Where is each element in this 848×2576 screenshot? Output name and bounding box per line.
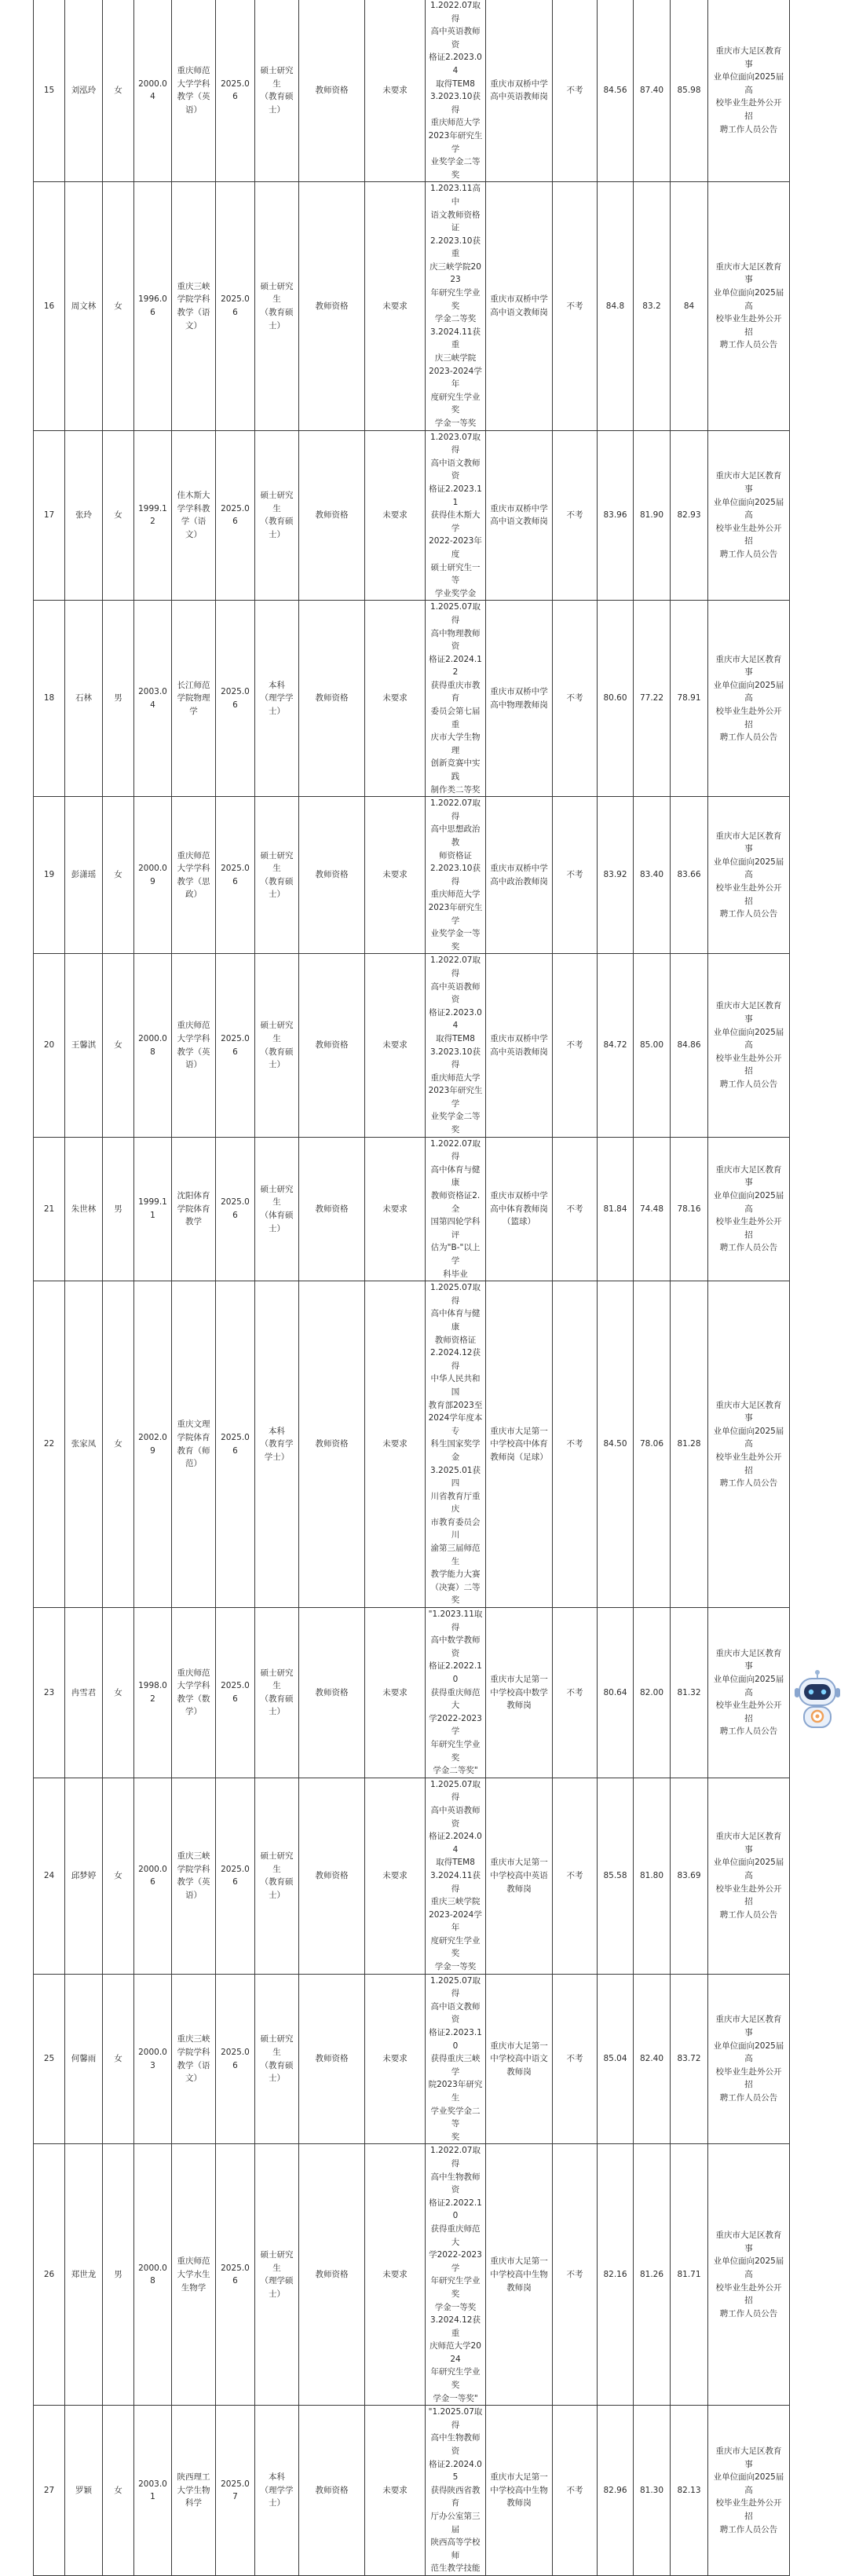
cell-cert: 教师资格: [299, 430, 365, 601]
cell-gender: 女: [103, 1281, 134, 1608]
cell-s3: 85.98: [671, 0, 708, 182]
cell-s3: 84: [671, 182, 708, 430]
cell-other: 未要求: [365, 601, 426, 797]
cell-school: 重庆三峡 学院学科 教学（语 文）: [172, 182, 216, 430]
cell-degree: 本科 （理学学 士）: [255, 2406, 299, 2576]
cell-cert: 教师资格: [299, 2144, 365, 2406]
cell-s1: 80.64: [598, 1608, 634, 1778]
cell-name: 郑世龙: [65, 2144, 103, 2406]
cell-gender: 女: [103, 0, 134, 182]
cell-exam: 不考: [553, 601, 598, 797]
table-row: [34, 1974, 790, 2144]
cell-s1: 85.58: [598, 1778, 634, 1974]
cell-post: 重庆市大足第一 中学校高中数学 教师岗: [486, 1608, 553, 1778]
cell-note: 重庆市大足区教育事 业单位面向2025届高 校毕业生赴外公开招 聘工作人员公告: [708, 2406, 790, 2576]
cell-degree: 硕士研究 生 （教育硕 士）: [255, 0, 299, 182]
cell-other: 未要求: [365, 797, 426, 954]
cell-school: 重庆三峡 学院学科 教学（英 语）: [172, 1778, 216, 1974]
cell-grad: 2025.06: [216, 797, 255, 954]
cell-gender: 男: [103, 601, 134, 797]
table-row: [34, 2144, 790, 2406]
table-row: [34, 1281, 790, 1608]
cell-cert: 教师资格: [299, 1137, 365, 1281]
cell-s2: 81.80: [634, 1778, 671, 1974]
table-row: [34, 1608, 790, 1778]
cell-note: 重庆市大足区教育事 业单位面向2025届高 校毕业生赴外公开招 聘工作人员公告: [708, 430, 790, 601]
cell-degree: 硕士研究 生 （理学硕 士）: [255, 2144, 299, 2406]
cell-cert: 教师资格: [299, 1281, 365, 1608]
table-row: [34, 182, 790, 430]
cell-post: 重庆市大足第一 中学校高中生物 教师岗: [486, 2406, 553, 2576]
cell-birth: 1998.02: [134, 1608, 172, 1778]
cell-exam: 不考: [553, 1137, 598, 1281]
cell-awards: 1.2025.07取得 高中英语教师资 格证2.2024.04 取得TEM8 3.2024.11获得 重庆三峡学院 2023-2024学年 度研究生学业奖 学金一等奖: [426, 1778, 486, 1974]
cell-gender: 男: [103, 1137, 134, 1281]
table-row: [34, 1778, 790, 1974]
cell-no: 19: [34, 797, 65, 954]
cell-exam: 不考: [553, 1608, 598, 1778]
cell-post: 重庆市大足第一 中学校高中体育 教师岗（足球）: [486, 1281, 553, 1608]
cell-other: 未要求: [365, 1778, 426, 1974]
cell-awards: 1.2023.07取得 高中语文教师资 格证2.2023.11 获得佳木斯大学 2022-2023年度 硕士研究生一等 学业奖学金: [426, 430, 486, 601]
cell-cert: 教师资格: [299, 0, 365, 182]
cell-s2: 85.00: [634, 954, 671, 1137]
cell-name: 张玲: [65, 430, 103, 601]
cell-no: 18: [34, 601, 65, 797]
cell-birth: 1996.06: [134, 182, 172, 430]
cell-cert: 教师资格: [299, 1778, 365, 1974]
cell-name: 王馨淇: [65, 954, 103, 1137]
cell-gender: 女: [103, 2406, 134, 2576]
cell-s3: 82.13: [671, 2406, 708, 2576]
cell-s1: 85.04: [598, 1974, 634, 2144]
cell-no: 17: [34, 430, 65, 601]
cell-birth: 1999.12: [134, 430, 172, 601]
cell-s2: 81.90: [634, 430, 671, 601]
cell-school: 重庆师范 大学学科 教学（数 学）: [172, 1608, 216, 1778]
cell-post: 重庆市大足第一 中学校高中生物 教师岗: [486, 2144, 553, 2406]
cell-other: 未要求: [365, 1281, 426, 1608]
cell-school: 沈阳体育 学院体育 教学: [172, 1137, 216, 1281]
cell-post: 重庆市双桥中学 高中政治教师岗: [486, 797, 553, 954]
cell-name: 张家凤: [65, 1281, 103, 1608]
cell-awards: 1.2022.07取得 高中思想政治教 师资格证 2.2023.10获得 重庆师范大学 2023年研究生学 业奖学金一等奖: [426, 797, 486, 954]
cell-s3: 81.71: [671, 2144, 708, 2406]
cell-note: 重庆市大足区教育事 业单位面向2025届高 校毕业生赴外公开招 聘工作人员公告: [708, 0, 790, 182]
cell-birth: 2000.09: [134, 797, 172, 954]
cell-post: 重庆市双桥中学 高中语文教师岗: [486, 430, 553, 601]
cell-degree: 硕士研究 生 （教育硕 士）: [255, 797, 299, 954]
cell-other: 未要求: [365, 1137, 426, 1281]
cell-post: 重庆市双桥中学 高中英语教师岗: [486, 0, 553, 182]
cell-note: 重庆市大足区教育事 业单位面向2025届高 校毕业生赴外公开招 聘工作人员公告: [708, 2144, 790, 2406]
cell-gender: 女: [103, 182, 134, 430]
table-row: [34, 601, 790, 797]
cell-name: 刘泓玲: [65, 0, 103, 182]
cell-gender: 女: [103, 954, 134, 1137]
cell-note: 重庆市大足区教育事 业单位面向2025届高 校毕业生赴外公开招 聘工作人员公告: [708, 1281, 790, 1608]
table-row: [34, 430, 790, 601]
cell-exam: 不考: [553, 0, 598, 182]
cell-other: 未要求: [365, 1974, 426, 2144]
cell-no: 27: [34, 2406, 65, 2576]
cell-gender: 女: [103, 430, 134, 601]
cell-name: 周文林: [65, 182, 103, 430]
cell-s1: 84.8: [598, 182, 634, 430]
cell-name: 冉雪君: [65, 1608, 103, 1778]
cell-gender: 女: [103, 1608, 134, 1778]
cell-grad: 2025.06: [216, 2144, 255, 2406]
cell-gender: 女: [103, 1778, 134, 1974]
cell-no: 20: [34, 954, 65, 1137]
cell-s2: 82.40: [634, 1974, 671, 2144]
cell-birth: 2000.08: [134, 2144, 172, 2406]
cell-other: 未要求: [365, 2144, 426, 2406]
cell-exam: 不考: [553, 430, 598, 601]
cell-awards: 1.2023.11高中 语文教师资格证 2.2023.10获重 庆三峡学院2023 年研究生学业奖 学金二等奖 3.2024.11获重 庆三峡学院 2023-2024学年 度研究生学业奖 学金一等奖: [426, 182, 486, 430]
cell-grad: 2025.06: [216, 1281, 255, 1608]
cell-grad: 2025.06: [216, 1608, 255, 1778]
cell-s3: 81.32: [671, 1608, 708, 1778]
cell-grad: 2025.06: [216, 1778, 255, 1974]
cell-post: 重庆市双桥中学 高中英语教师岗: [486, 954, 553, 1137]
table-row: [34, 2406, 790, 2576]
cell-s2: 77.22: [634, 601, 671, 797]
cell-s3: 78.91: [671, 601, 708, 797]
cell-degree: 硕士研究 生 （教育硕 士）: [255, 430, 299, 601]
cell-name: 邱梦婷: [65, 1778, 103, 1974]
cell-degree: 硕士研究 生 （教育硕 士）: [255, 182, 299, 430]
cell-degree: 硕士研究 生 （教育硕 士）: [255, 1608, 299, 1778]
cell-grad: 2025.06: [216, 601, 255, 797]
cell-note: 重庆市大足区教育事 业单位面向2025届高 校毕业生赴外公开招 聘工作人员公告: [708, 797, 790, 954]
cell-s2: 78.06: [634, 1281, 671, 1608]
cell-name: 石林: [65, 601, 103, 797]
cell-awards: "1.2025.07取得 高中生物教师资 格证2.2024.05 获得陕西省教育 厅办公室第三届 陕西高等学校师 范生教学技能: [426, 2406, 486, 2576]
cell-s2: 83.2: [634, 182, 671, 430]
cell-no: 15: [34, 0, 65, 182]
cell-s2: 82.00: [634, 1608, 671, 1778]
candidate-table: [33, 0, 790, 2576]
cell-no: 25: [34, 1974, 65, 2144]
cell-school: 重庆师范 大学学科 教学（思 政）: [172, 797, 216, 954]
cell-birth: 2002.09: [134, 1281, 172, 1608]
cell-birth: 2000.06: [134, 1778, 172, 1974]
cell-exam: 不考: [553, 1778, 598, 1974]
cell-grad: 2025.06: [216, 1974, 255, 2144]
cell-gender: 女: [103, 797, 134, 954]
cell-s3: 82.93: [671, 430, 708, 601]
cell-s1: 84.72: [598, 954, 634, 1137]
cell-exam: 不考: [553, 954, 598, 1137]
cell-cert: 教师资格: [299, 1974, 365, 2144]
cell-birth: 1999.11: [134, 1137, 172, 1281]
cell-exam: 不考: [553, 797, 598, 954]
cell-degree: 硕士研究 生 （教育硕 士）: [255, 1974, 299, 2144]
cell-exam: 不考: [553, 1974, 598, 2144]
cell-other: 未要求: [365, 954, 426, 1137]
cell-s1: 83.92: [598, 797, 634, 954]
cell-s2: 74.48: [634, 1137, 671, 1281]
cell-other: 未要求: [365, 2406, 426, 2576]
cell-school: 陕西理工 大学生物 科学: [172, 2406, 216, 2576]
cell-birth: 2003.01: [134, 2406, 172, 2576]
cell-note: 重庆市大足区教育事 业单位面向2025届高 校毕业生赴外公开招 聘工作人员公告: [708, 1974, 790, 2144]
cell-other: 未要求: [365, 0, 426, 182]
cell-name: 罗颖: [65, 2406, 103, 2576]
table-row: [34, 954, 790, 1137]
cell-awards: 1.2025.07取得 高中体育与健康 教师资格证 2.2024.12获得 中华人民共和国 教育部2023至 2024学年度本专 科生国家奖学金 3.2025.01获四 川省教育厅重庆 市教育委员会川 渝第三届师范生 教学能力大赛 （决赛）二等奖: [426, 1281, 486, 1608]
cell-grad: 2025.06: [216, 954, 255, 1137]
cell-post: 重庆市大足第一 中学校高中英语 教师岗: [486, 1778, 553, 1974]
cell-school: 佳木斯大 学学科教 学（语 文）: [172, 430, 216, 601]
cell-awards: 1.2022.07取得 高中英语教师资 格证2.2023.04 取得TEM8 3.2023.10获得 重庆师范大学 2023年研究生学 业奖学金二等奖: [426, 0, 486, 182]
cell-awards: 1.2022.07取得 高中体育与健康 教师资格证2.全 国第四轮学科评 估为"B-"以上学 科毕业: [426, 1137, 486, 1281]
cell-awards: 1.2022.07取得 高中生物教师资 格证2.2022.10 获得重庆师范大 学2022-2023学 年研究生学业奖 学金一等奖 3.2024.12获重 庆师范大学2024 年研究生学业奖 学金一等奖": [426, 2144, 486, 2406]
cell-exam: 不考: [553, 2406, 598, 2576]
cell-s1: 84.56: [598, 0, 634, 182]
cell-exam: 不考: [553, 1281, 598, 1608]
cell-other: 未要求: [365, 430, 426, 601]
table-row: [34, 797, 790, 954]
cell-cert: 教师资格: [299, 182, 365, 430]
cell-cert: 教师资格: [299, 601, 365, 797]
cell-cert: 教师资格: [299, 1608, 365, 1778]
cell-name: 朱世林: [65, 1137, 103, 1281]
cell-note: 重庆市大足区教育事 业单位面向2025届高 校毕业生赴外公开招 聘工作人员公告: [708, 182, 790, 430]
cell-awards: "1.2023.11取得 高中数学教师资 格证2.2022.10 获得重庆师范大 学2022-2023学 年研究生学业奖 学金二等奖": [426, 1608, 486, 1778]
cell-s2: 81.30: [634, 2406, 671, 2576]
cell-post: 重庆市双桥中学 高中语文教师岗: [486, 182, 553, 430]
cell-grad: 2025.06: [216, 182, 255, 430]
cell-s3: 81.28: [671, 1281, 708, 1608]
cell-awards: 1.2025.07取得 高中语文教师资 格证2.2023.10 获得重庆三峡学 院2023年研究生 学业奖学金二等 奖: [426, 1974, 486, 2144]
cell-grad: 2025.06: [216, 0, 255, 182]
cell-note: 重庆市大足区教育事 业单位面向2025届高 校毕业生赴外公开招 聘工作人员公告: [708, 1778, 790, 1974]
cell-no: 26: [34, 2144, 65, 2406]
cell-birth: 2000.03: [134, 1974, 172, 2144]
cell-degree: 硕士研究 生 （体育硕 士）: [255, 1137, 299, 1281]
cell-s3: 84.86: [671, 954, 708, 1137]
cell-gender: 女: [103, 1974, 134, 2144]
cell-awards: 1.2022.07取得 高中英语教师资 格证2.2023.04 取得TEM8 3.2023.10获得 重庆师范大学 2023年研究生学 业奖学金二等奖: [426, 954, 486, 1137]
cell-awards: 1.2025.07取得 高中物理教师资 格证2.2024.12 获得重庆市教育 委员会第七届重 庆市大学生物理 创新竞赛中实践 制作类二等奖: [426, 601, 486, 797]
cell-s2: 81.26: [634, 2144, 671, 2406]
cell-s1: 83.96: [598, 430, 634, 601]
cell-school: 重庆师范 大学学科 教学（英 语）: [172, 954, 216, 1137]
cell-cert: 教师资格: [299, 954, 365, 1137]
cell-other: 未要求: [365, 1608, 426, 1778]
cell-note: 重庆市大足区教育事 业单位面向2025届高 校毕业生赴外公开招 聘工作人员公告: [708, 1137, 790, 1281]
cell-grad: 2025.06: [216, 1137, 255, 1281]
cell-s1: 82.16: [598, 2144, 634, 2406]
cell-s3: 83.72: [671, 1974, 708, 2144]
cell-school: 重庆师范 大学水生 生物学: [172, 2144, 216, 2406]
cell-school: 重庆文理 学院体育 教育（师 范）: [172, 1281, 216, 1608]
cell-s2: 87.40: [634, 0, 671, 182]
cell-exam: 不考: [553, 182, 598, 430]
cell-s1: 80.60: [598, 601, 634, 797]
cell-s1: 81.84: [598, 1137, 634, 1281]
cell-school: 重庆三峡 学院学科 教学（语 文）: [172, 1974, 216, 2144]
table-row: [34, 0, 790, 182]
cell-school: 长江师范 学院物理 学: [172, 601, 216, 797]
table-row: [34, 1137, 790, 1281]
cell-birth: 2000.08: [134, 954, 172, 1137]
cell-birth: 2000.04: [134, 0, 172, 182]
robot-assistant-icon[interactable]: [793, 1668, 842, 1732]
cell-note: 重庆市大足区教育事 业单位面向2025届高 校毕业生赴外公开招 聘工作人员公告: [708, 954, 790, 1137]
cell-degree: 硕士研究 生 （教育硕 士）: [255, 954, 299, 1137]
cell-name: 何馨雨: [65, 1974, 103, 2144]
cell-no: 22: [34, 1281, 65, 1608]
cell-cert: 教师资格: [299, 2406, 365, 2576]
cell-s2: 83.40: [634, 797, 671, 954]
cell-birth: 2003.04: [134, 601, 172, 797]
cell-no: 24: [34, 1778, 65, 1974]
cell-no: 16: [34, 182, 65, 430]
cell-note: 重庆市大足区教育事 业单位面向2025届高 校毕业生赴外公开招 聘工作人员公告: [708, 1608, 790, 1778]
cell-cert: 教师资格: [299, 797, 365, 954]
cell-no: 23: [34, 1608, 65, 1778]
cell-s3: 78.16: [671, 1137, 708, 1281]
cell-post: 重庆市双桥中学 高中体育教师岗 （篮球）: [486, 1137, 553, 1281]
cell-gender: 男: [103, 2144, 134, 2406]
cell-school: 重庆师范 大学学科 教学（英 语）: [172, 0, 216, 182]
cell-degree: 硕士研究 生 （教育硕 士）: [255, 1778, 299, 1974]
cell-exam: 不考: [553, 2144, 598, 2406]
cell-s1: 84.50: [598, 1281, 634, 1608]
cell-name: 彭潇瑶: [65, 797, 103, 954]
cell-no: 21: [34, 1137, 65, 1281]
cell-s3: 83.69: [671, 1778, 708, 1974]
cell-grad: 2025.06: [216, 430, 255, 601]
cell-post: 重庆市双桥中学 高中物理教师岗: [486, 601, 553, 797]
cell-degree: 本科 （理学学 士）: [255, 601, 299, 797]
cell-other: 未要求: [365, 182, 426, 430]
cell-note: 重庆市大足区教育事 业单位面向2025届高 校毕业生赴外公开招 聘工作人员公告: [708, 601, 790, 797]
cell-post: 重庆市大足第一 中学校高中语文 教师岗: [486, 1974, 553, 2144]
cell-s3: 83.66: [671, 797, 708, 954]
cell-degree: 本科 （教育学 学士）: [255, 1281, 299, 1608]
cell-s1: 82.96: [598, 2406, 634, 2576]
cell-grad: 2025.07: [216, 2406, 255, 2576]
